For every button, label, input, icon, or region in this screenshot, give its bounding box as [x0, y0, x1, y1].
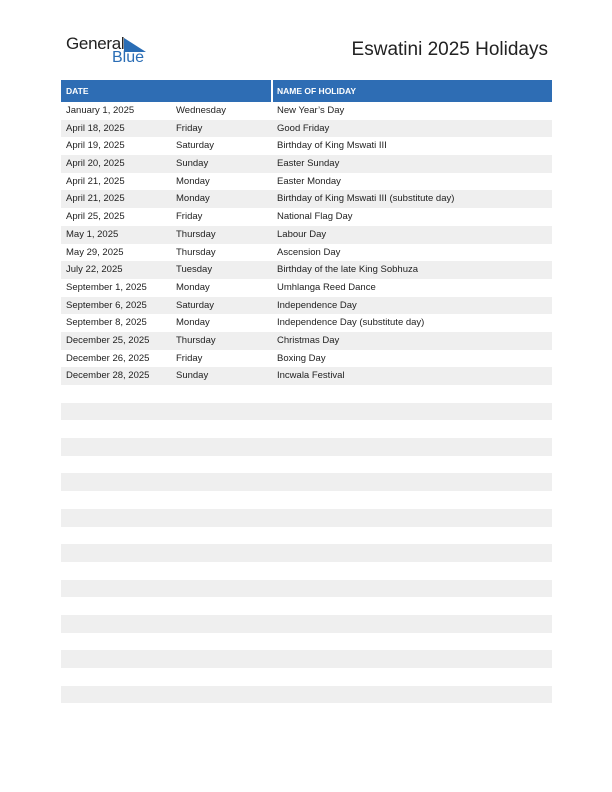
table-row	[61, 137, 552, 155]
table-row	[61, 633, 552, 651]
table-row	[61, 562, 552, 580]
row-date: April 18, 2025	[66, 122, 125, 134]
row-date: September 6, 2025	[66, 299, 147, 311]
logo-word-blue: Blue	[112, 49, 145, 66]
table-row	[61, 332, 552, 350]
row-date: December 28, 2025	[66, 370, 150, 382]
table-row	[61, 438, 552, 456]
row-date: December 25, 2025	[66, 334, 150, 346]
page-title: Eswatini 2025 Holidays	[351, 39, 548, 60]
row-holiday-name: New Year’s Day	[277, 105, 345, 116]
row-weekday: Saturday	[176, 299, 215, 311]
table-row	[61, 473, 552, 491]
row-holiday-name: Independence Day (substitute day)	[277, 317, 425, 329]
holiday-table	[61, 80, 552, 721]
table-row	[61, 580, 552, 598]
row-date: September 1, 2025	[66, 281, 147, 293]
row-weekday: Saturday	[176, 140, 215, 152]
row-date: May 29, 2025	[66, 246, 124, 258]
row-weekday: Monday	[176, 175, 210, 187]
row-holiday-name: Ascension Day	[277, 246, 341, 258]
table-row	[61, 208, 552, 226]
generalblue-logo	[66, 34, 156, 68]
table-row	[61, 650, 552, 668]
row-holiday-name: Good Friday	[277, 122, 330, 134]
table-row	[61, 544, 552, 562]
table-row	[61, 350, 552, 368]
table-row	[61, 261, 552, 279]
row-holiday-name: National Flag Day	[277, 211, 353, 223]
row-weekday: Monday	[176, 193, 210, 205]
table-row	[61, 615, 552, 633]
table-row	[61, 509, 552, 527]
row-weekday: Sunday	[176, 370, 209, 382]
table-row	[61, 420, 552, 438]
row-weekday: Wednesday	[176, 105, 226, 116]
header-holiday-name: NAME OF HOLIDAY	[277, 86, 357, 96]
table-body	[61, 102, 552, 721]
row-holiday-name: Easter Monday	[277, 175, 341, 187]
table-row	[61, 703, 552, 721]
row-holiday-name: Easter Sunday	[277, 158, 340, 170]
row-holiday-name: Independence Day	[277, 299, 357, 311]
row-holiday-name: Labour Day	[277, 228, 327, 240]
table-row	[61, 120, 552, 138]
table-row	[61, 279, 552, 297]
table-row	[61, 491, 552, 509]
row-weekday: Sunday	[176, 158, 209, 170]
row-holiday-name: Birthday of King Mswati III (substitute day)	[277, 193, 455, 205]
row-holiday-name: Incwala Festival	[277, 370, 345, 382]
table-row	[61, 226, 552, 244]
row-date: May 1, 2025	[66, 228, 119, 240]
row-holiday-name: Birthday of the late King Sobhuza	[277, 264, 419, 276]
table-row	[61, 297, 552, 315]
row-date: April 19, 2025	[66, 140, 125, 152]
header-divider	[271, 80, 273, 102]
table-row	[61, 155, 552, 173]
table-row	[61, 527, 552, 545]
table-row	[61, 668, 552, 686]
logo-word-general: General	[66, 34, 125, 53]
row-weekday: Monday	[176, 281, 210, 293]
row-date: April 21, 2025	[66, 193, 125, 205]
row-weekday: Tuesday	[176, 264, 213, 276]
row-date: April 21, 2025	[66, 175, 125, 187]
header-date: DATE	[66, 86, 89, 96]
row-date: April 25, 2025	[66, 211, 125, 223]
row-date: April 20, 2025	[66, 158, 125, 170]
table-row	[61, 190, 552, 208]
table-header	[61, 80, 552, 102]
table-row	[61, 403, 552, 421]
row-weekday: Monday	[176, 317, 210, 329]
row-weekday: Friday	[176, 211, 203, 223]
row-holiday-name: Birthday of King Mswati III	[277, 140, 387, 152]
table-row	[61, 686, 552, 704]
row-weekday: Thursday	[176, 246, 216, 258]
table-row	[61, 102, 552, 120]
row-weekday: Friday	[176, 122, 203, 134]
row-weekday: Friday	[176, 352, 203, 364]
row-date: September 8, 2025	[66, 317, 147, 329]
row-weekday: Thursday	[176, 228, 216, 240]
row-date: January 1, 2025	[66, 105, 135, 116]
table-row	[61, 456, 552, 474]
table-row	[61, 385, 552, 403]
row-weekday: Thursday	[176, 334, 216, 346]
table-row	[61, 314, 552, 332]
table-row	[61, 244, 552, 262]
table-row	[61, 173, 552, 191]
table-row	[61, 597, 552, 615]
row-holiday-name: Christmas Day	[277, 334, 340, 346]
row-holiday-name: Boxing Day	[277, 352, 326, 364]
row-date: December 26, 2025	[66, 352, 150, 364]
row-date: July 22, 2025	[66, 264, 123, 276]
table-row	[61, 367, 552, 385]
row-holiday-name: Umhlanga Reed Dance	[277, 281, 376, 293]
